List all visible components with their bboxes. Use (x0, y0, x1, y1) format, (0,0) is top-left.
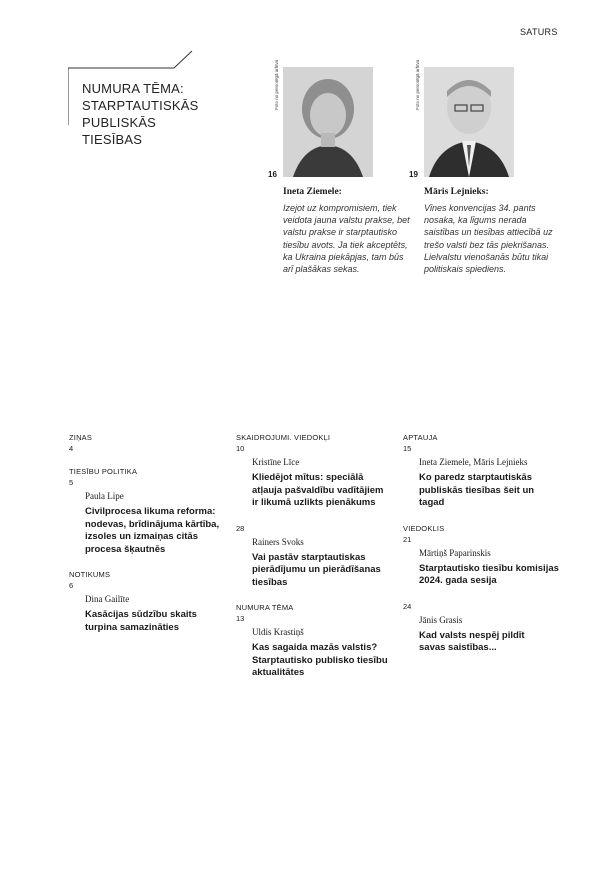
entry-page-number: 28 (236, 523, 245, 533)
toc-entry[interactable] (403, 444, 563, 510)
section-title: VIEDOKLIS (403, 523, 445, 533)
toc-section (236, 433, 396, 589)
page-number: 19 (409, 170, 418, 179)
section-title: APTAUJA (403, 433, 438, 442)
page-number: 16 (268, 170, 277, 179)
entry-headline: Kasācijas sūdzību skaits turpina samazināties (85, 609, 197, 633)
entry-author: Rainers Svoks (252, 536, 304, 547)
section-title: NOTIKUMS (69, 570, 111, 579)
photo-credit: Foto no personīgā arhīva (274, 59, 279, 110)
quote: Izejot uz kompromisiem, tiek veidota jauna valstu prakse, bet valstu prakse ir starptautisko tiesību avots. Ja tiek akceptēts, ka Ukraina piekāpjas, tam būs arī plašākas sekas. (283, 203, 410, 275)
toc-section (69, 433, 229, 453)
section-title: ZIŅAS (69, 433, 93, 442)
entry-page-number: 6 (69, 581, 74, 590)
entry-author: Mārtiņš Paparinskis (419, 547, 491, 558)
toc-section (69, 570, 229, 634)
entry-author: Kristīne Līce (252, 457, 300, 467)
theme-line: NUMURA TĒMA: (82, 81, 184, 96)
section-title: TIESĪBU POLITIKA (69, 467, 138, 476)
entry-author: Dina Gailīte (85, 594, 130, 604)
toc-entry[interactable] (69, 444, 229, 453)
theme-title (82, 80, 198, 148)
entry-headline: Starptautisko tiesību komisijas 2024. gada sesija (419, 562, 559, 586)
toc-entry[interactable] (69, 581, 229, 634)
entry-headline: Kliedējot mītus: speciālā atļauja pašvaldību vadītājiem ir likumā uzlikts pienākums (252, 472, 384, 508)
toc-entry[interactable] (403, 602, 563, 655)
person-name: Ineta Ziemele: (283, 187, 342, 197)
toc-entry[interactable] (236, 524, 396, 590)
toc-column-1 (69, 433, 229, 648)
portrait-ineta-ziemele (283, 67, 373, 177)
entry-headline: Vai pastāv starptautiskas pierādījumu un pierādīšanas tiesības (252, 551, 381, 588)
portrait-maris-lejnieks (424, 67, 514, 177)
section-label: SATURS (520, 27, 558, 37)
person-name: Māris Lejnieks: (424, 187, 489, 197)
entry-page-number: 4 (69, 444, 74, 453)
toc-entry[interactable] (236, 444, 396, 510)
entry-author: Paula Lipe (85, 491, 124, 501)
toc-section (403, 524, 563, 655)
section-title: SKAIDROJUMI. VIEDOKĻI (236, 433, 331, 442)
entry-page-number: 13 (236, 614, 245, 623)
entry-page-number: 21 (403, 534, 412, 544)
entry-author: Jānis Grasis (419, 614, 463, 625)
toc-column-3 (403, 433, 563, 669)
toc-column-2 (236, 433, 396, 694)
entry-page-number: 24 (403, 601, 412, 611)
entry-page-number: 10 (236, 444, 245, 453)
quote: Vīnes konvencijas 34. pants nosaka, ka līgums nerada saistības un tiesības attiecībā uz trešo valsti bez tās piekrišanas. Lielvalstu vienošanās būtu tikai politiskais spiediens. (424, 203, 553, 275)
entry-author: Uldis Krastiņš (252, 627, 304, 637)
toc-section (69, 467, 229, 556)
entry-page-number: 15 (403, 444, 412, 453)
toc-entry[interactable] (236, 614, 396, 680)
entry-page-number: 5 (69, 478, 74, 487)
toc-entry[interactable] (403, 535, 563, 588)
toc-section (403, 433, 563, 510)
toc-entry[interactable] (69, 478, 229, 556)
section-title: NUMURA TĒMA (236, 603, 294, 612)
entry-author: Ineta Ziemele, Māris Lejnieks (419, 457, 528, 467)
entry-headline: Kad valsts nespēj pildīt savas saistības... (419, 629, 525, 653)
entry-headline: Kas sagaida mazās valstis? Starptautisko publisko tiesību aktualitātes (252, 642, 388, 678)
theme-box (68, 68, 199, 147)
theme-line: PUBLISKĀS TIESĪBAS (82, 115, 157, 147)
entry-headline: Civilprocesa likuma reforma: nodevas, brīdinājuma kārtība, izsoles un izmaiņas citās procesa šķautnēs (85, 506, 220, 555)
entry-headline: Ko paredz starptautiskās publiskās tiesības šeit un tagad (419, 472, 535, 508)
photo-credit: Foto no personīgā arhīva (415, 59, 420, 110)
theme-line: STARPTAUTISKĀS (82, 98, 199, 113)
toc-section (236, 603, 396, 680)
